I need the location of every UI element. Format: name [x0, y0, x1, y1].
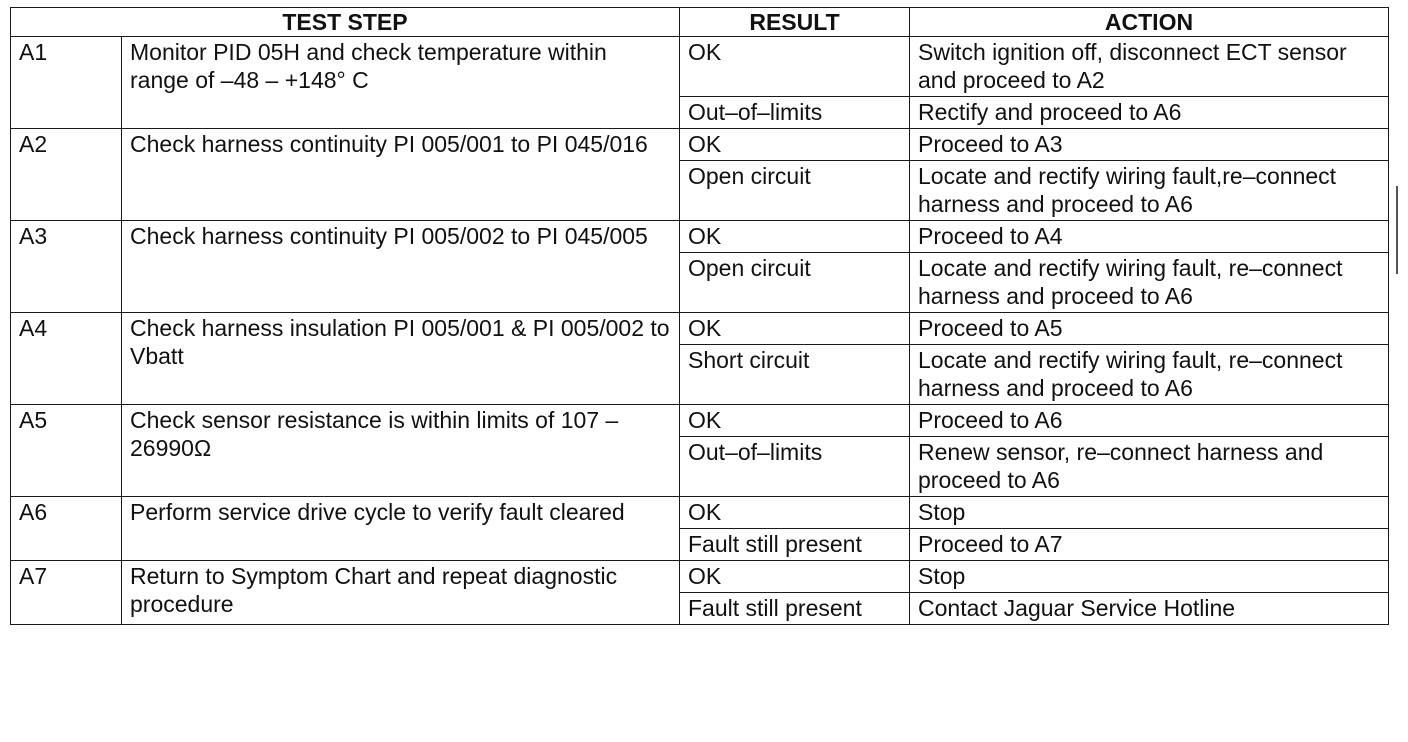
header-result: RESULT: [680, 8, 910, 37]
action-cell: Proceed to A6: [910, 405, 1389, 437]
step-description: Check sensor resistance is within limits of 107 – 26990Ω: [122, 405, 680, 497]
step-id: A6: [11, 497, 122, 561]
step-description: Check harness continuity PI 005/001 to PI 045/016: [122, 129, 680, 221]
table-row: [11, 129, 1389, 161]
result-cell: Fault still present: [680, 529, 910, 561]
action-cell: Proceed to A3: [910, 129, 1389, 161]
action-cell: Switch ignition off, disconnect ECT sensor and proceed to A2: [910, 37, 1389, 97]
result-cell: Short circuit: [680, 345, 910, 405]
action-cell: Locate and rectify wiring fault,re–connect harness and proceed to A6: [910, 161, 1389, 221]
action-cell: Rectify and proceed to A6: [910, 97, 1389, 129]
result-cell: Out–of–limits: [680, 437, 910, 497]
action-cell: Contact Jaguar Service Hotline: [910, 593, 1389, 625]
table-row: [11, 37, 1389, 97]
step-description: Check harness insulation PI 005/001 & PI 005/002 to Vbatt: [122, 313, 680, 405]
result-cell: OK: [680, 37, 910, 97]
result-cell: OK: [680, 221, 910, 253]
action-cell: Renew sensor, re–connect harness and proceed to A6: [910, 437, 1389, 497]
table-row: [11, 561, 1389, 593]
table-row: [11, 221, 1389, 253]
action-cell: Proceed to A4: [910, 221, 1389, 253]
header-action: ACTION: [910, 8, 1389, 37]
table-row: [11, 313, 1389, 345]
action-cell: Proceed to A5: [910, 313, 1389, 345]
step-description: Return to Symptom Chart and repeat diagnostic procedure: [122, 561, 680, 625]
margin-mark: [1396, 186, 1398, 274]
action-cell: Stop: [910, 561, 1389, 593]
diagnostic-table: [10, 7, 1389, 625]
result-cell: OK: [680, 405, 910, 437]
result-cell: Fault still present: [680, 593, 910, 625]
table-row: [11, 405, 1389, 437]
step-id: A3: [11, 221, 122, 313]
result-cell: OK: [680, 497, 910, 529]
header-row: [11, 8, 1389, 37]
result-cell: Open circuit: [680, 253, 910, 313]
result-cell: OK: [680, 313, 910, 345]
step-description: Monitor PID 05H and check temperature within range of –48 – +148° C: [122, 37, 680, 129]
action-cell: Locate and rectify wiring fault, re–connect harness and proceed to A6: [910, 253, 1389, 313]
result-cell: OK: [680, 129, 910, 161]
action-cell: Stop: [910, 497, 1389, 529]
step-description: Check harness continuity PI 005/002 to PI 045/005: [122, 221, 680, 313]
action-cell: Locate and rectify wiring fault, re–connect harness and proceed to A6: [910, 345, 1389, 405]
step-id: A7: [11, 561, 122, 625]
result-cell: Open circuit: [680, 161, 910, 221]
step-description: Perform service drive cycle to verify fault cleared: [122, 497, 680, 561]
step-id: A5: [11, 405, 122, 497]
step-id: A2: [11, 129, 122, 221]
action-cell: Proceed to A7: [910, 529, 1389, 561]
table-row: [11, 497, 1389, 529]
result-cell: OK: [680, 561, 910, 593]
result-cell: Out–of–limits: [680, 97, 910, 129]
header-test-step: TEST STEP: [11, 8, 680, 37]
step-id: A4: [11, 313, 122, 405]
step-id: A1: [11, 37, 122, 129]
